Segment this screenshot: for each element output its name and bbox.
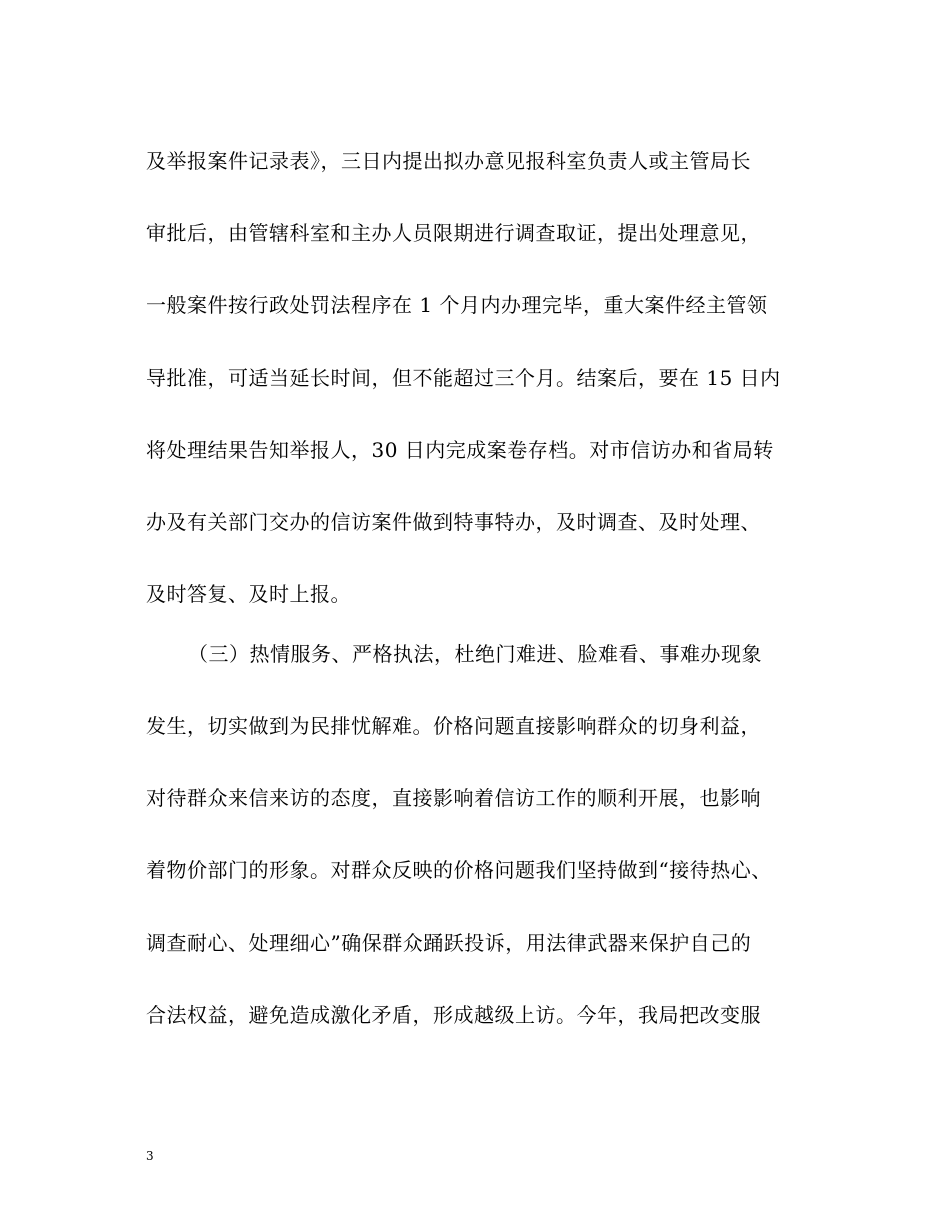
text-line: 导批准，可适当延长时间，但不能超过三个月。结案后，要在 15 日内 (146, 366, 781, 390)
text-line: 合法权益，避免造成激化矛盾，形成越级上访。今年，我局把改变服 (146, 1003, 761, 1027)
text-line: 将处理结果告知举报人，30 日内完成案卷存档。对市信访办和省局转 (146, 438, 774, 462)
text-line: 一般案件按行政处罚法程序在 1 个月内办理完毕，重大案件经主管领 (146, 293, 768, 317)
text-line: 着物价部门的形象。对群众反映的价格问题我们坚持做到“接待热心、 (146, 858, 772, 882)
text-line: 办及有关部门交办的信访案件做到特事特办，及时调查、及时处理、 (146, 510, 761, 534)
section-heading-line: （三）热情服务、严格执法，杜绝门难进、脸难看、事难办现象 (188, 642, 762, 666)
text-line: 对待群众来信来访的态度，直接影响着信访工作的顺利开展，也影响 (146, 786, 761, 810)
text-line: 及举报案件记录表》，三日内提出拟办意见报科室负责人或主管局长 (146, 149, 751, 173)
text-line: 调查耐心、处理细心”确保群众踊跃投诉，用法律武器来保护自己的 (146, 931, 752, 955)
text-line: 及时答复、及时上报。 (146, 582, 351, 606)
text-line: 发生，切实做到为民排忧解难。价格问题直接影响群众的切身利益， (146, 714, 761, 738)
text-line: 审批后，由管辖科室和主办人员限期进行调查取证，提出处理意见， (146, 221, 761, 245)
page-number: 3 (146, 1149, 154, 1163)
